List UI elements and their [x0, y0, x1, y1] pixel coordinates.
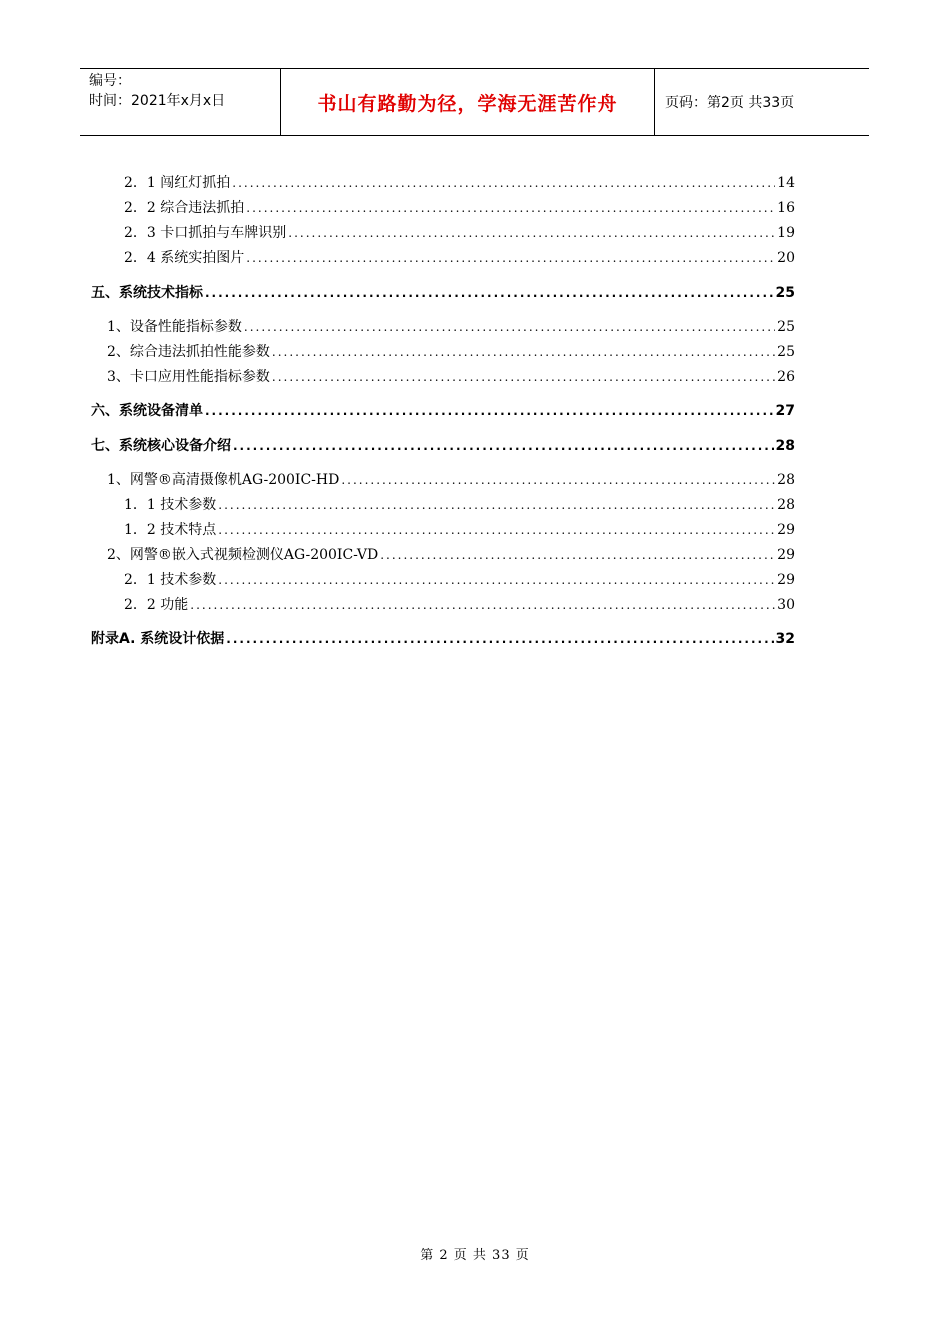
toc-entry-page: 19 [777, 225, 795, 241]
page-footer: 第 2 页 共 33 页 [420, 1248, 530, 1263]
toc-entry-2-2[interactable] [124, 195, 795, 217]
toc-entry-7-2[interactable] [107, 542, 795, 564]
toc-entry-title: 2、综合违法抓拍性能参数 [107, 344, 270, 360]
toc-entry-page: 25 [775, 285, 795, 301]
toc-entry-title: 3、卡口应用性能指标参数 [107, 369, 270, 385]
toc-entry-7-1-2[interactable] [124, 517, 795, 539]
toc-entry-page: 25 [777, 319, 795, 335]
toc-entry-title: 六、系统设备清单 [91, 403, 203, 419]
toc-entry-page: 28 [777, 497, 795, 513]
toc-dot-leader [288, 224, 775, 242]
toc-entry-title: 2．2 功能 [124, 597, 189, 613]
toc-entry-page: 14 [777, 175, 795, 191]
header-motto-cell [281, 69, 655, 135]
header-motto: 书山有路勤为径，学海无涯苦作舟 [317, 92, 618, 115]
toc-entry-page: 29 [777, 522, 795, 538]
toc-entry-2-1[interactable] [124, 170, 795, 192]
toc-dot-leader [380, 546, 775, 564]
toc-entry-page: 27 [775, 403, 795, 419]
toc-entry-7-2-1[interactable] [124, 567, 795, 589]
toc-dot-leader [218, 571, 775, 589]
toc-entry-title: 1．2 技术特点 [124, 522, 217, 538]
toc-dot-leader [226, 630, 773, 648]
toc-dot-leader [246, 199, 775, 217]
toc-entry-chapter-7[interactable] [91, 433, 795, 455]
toc-dot-leader [205, 284, 774, 302]
toc-entry-page: 25 [777, 344, 795, 360]
toc-entry-page: 28 [775, 438, 795, 454]
toc-dot-leader [246, 249, 775, 267]
toc-dot-leader [272, 368, 775, 386]
toc-dot-leader [218, 496, 775, 514]
toc-entry-5-3[interactable] [107, 364, 795, 386]
toc-entry-title: 2．1 技术参数 [124, 572, 217, 588]
document-time-label: 时间：2021年x月x日 [89, 93, 226, 109]
toc-entry-5-1[interactable] [107, 314, 795, 336]
toc-dot-leader [218, 521, 775, 539]
toc-entry-title: 附录A. 系统设计依据 [91, 631, 225, 647]
toc-entry-2-3[interactable] [124, 220, 795, 242]
page-header [80, 68, 869, 136]
toc-entry-2-4[interactable] [124, 245, 795, 267]
toc-entry-page: 29 [777, 547, 795, 563]
toc-entry-page: 16 [777, 200, 795, 216]
toc-entry-page: 28 [777, 472, 795, 488]
toc-entry-appendix-a[interactable] [91, 626, 795, 648]
toc-entry-chapter-6[interactable] [91, 398, 795, 420]
toc-entry-title: 七、系统核心设备介绍 [91, 438, 231, 454]
toc-entry-page: 29 [777, 572, 795, 588]
toc-entry-7-1[interactable] [107, 467, 795, 489]
toc-entry-page: 32 [775, 631, 795, 647]
toc-entry-title: 1、网警®高清摄像机AG-200IC-HD [107, 472, 340, 488]
toc-entry-title: 2．4 系统实拍图片 [124, 250, 245, 266]
toc-dot-leader [272, 343, 775, 361]
toc-entry-title: 1．1 技术参数 [124, 497, 217, 513]
toc-dot-leader [341, 471, 775, 489]
toc-dot-leader [244, 318, 775, 336]
header-left-cell [80, 69, 281, 135]
header-page-info: 页码：第2页 共33页 [665, 95, 795, 111]
toc-entry-title: 2、网警®嵌入式视频检测仪AG-200IC-VD [107, 547, 379, 563]
toc-entry-chapter-5[interactable] [91, 280, 795, 302]
toc-entry-page: 20 [777, 250, 795, 266]
toc-entry-title: 1、设备性能指标参数 [107, 319, 242, 335]
toc-entry-title: 2．2 综合违法抓拍 [124, 200, 245, 216]
toc-entry-page: 26 [777, 369, 795, 385]
toc-entry-7-2-2[interactable] [124, 592, 795, 614]
toc-entry-title: 2．1 闯红灯抓拍 [124, 175, 231, 191]
toc-dot-leader [232, 174, 775, 192]
toc-dot-leader [205, 402, 774, 420]
toc-dot-leader [233, 437, 774, 455]
toc-entry-7-1-1[interactable] [124, 492, 795, 514]
document-number-label: 编号： [89, 73, 131, 89]
toc-entry-page: 30 [777, 597, 795, 613]
toc-entry-5-2[interactable] [107, 339, 795, 361]
toc-dot-leader [190, 596, 775, 614]
toc-entry-title: 2．3 卡口抓拍与车牌识别 [124, 225, 287, 241]
toc-entry-title: 五、系统技术指标 [91, 285, 203, 301]
